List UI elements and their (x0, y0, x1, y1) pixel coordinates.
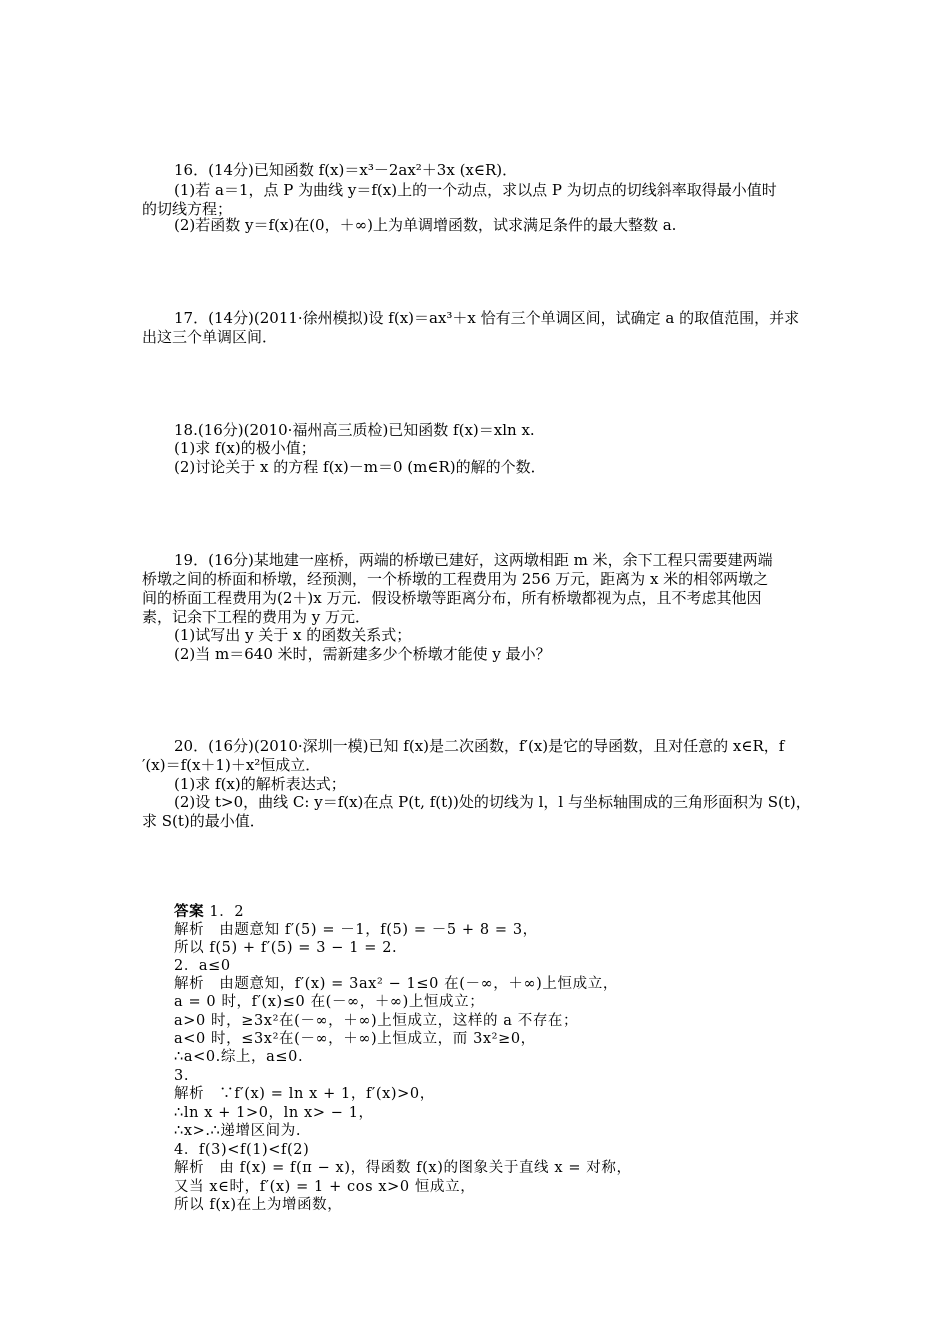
q17-line-2: 出这三个单调区间． (142, 328, 278, 346)
answer-line-5: 解析 由题意知，f′(x) = 3ax² − 1≤0 在(－∞，＋∞)上恒成立， (174, 976, 618, 992)
q16-line-4: (2)若函数 y＝f(x)在(0，＋∞)上为单调增函数，试求满足条件的最大整数 a. (174, 216, 677, 234)
q16-line-2: (1)若 a＝1，点 P 为曲线 y＝f(x)上的一个动点，求以点 P 为切点的切线斜率取得最小值时 (174, 181, 777, 199)
q16-line-1: 16．(14分)已知函数 f(x)＝x³－2ax²＋3x (x∈R)． (174, 161, 518, 179)
answer-line-4: 2．a≤0 (174, 958, 231, 974)
q17-line-1: 17．(14分)(2011·徐州模拟)设 f(x)＝ax³＋x 恰有三个单调区间，试确定 a 的取值范围，并求 (174, 309, 800, 327)
answer-line-17: 所以 f(x)在上为增函数， (174, 1197, 343, 1213)
answer-line-3: 所以 f(5) + f′(5) = 3 − 1 = 2. (174, 940, 398, 956)
answer-line-9: ∴a<0.综上，a≤0. (174, 1049, 304, 1065)
q19-line-5: (1)试写出 y 关于 x 的函数关系式； (174, 626, 412, 644)
answer-line-10: 3. (174, 1068, 190, 1084)
answer-label: 答案 (174, 903, 205, 920)
answer-line-1 (174, 903, 244, 921)
q18-line-3: (2)讨论关于 x 的方程 f(x)－m＝0 (m∈R)的解的个数． (174, 458, 546, 476)
answer-line-15: 解析 由 f(x) = f(π − x)，得函数 f(x)的图象关于直线 x = 对称， (174, 1160, 632, 1176)
answer-line-16: 又当 x∈时，f′(x) = 1 + cos x>0 恒成立， (174, 1179, 476, 1195)
q20-line-4: (2)设 t>0，曲线 C: y＝f(x)在点 P(t, f(t))处的切线为 l，l 与坐标轴围成的三角形面积为 S(t)， (174, 793, 811, 811)
q19-line-6: (2)当 m＝640 米时，需新建多少个桥墩才能使 y 最小？ (174, 645, 551, 663)
q19-line-1: 19．(16分)某地建一座桥，两端的桥墩已建好，这两墩相距 m 米，余下工程只需要建两端 (174, 551, 773, 569)
q19-line-3: 间的桥面工程费用为(2＋)x 万元．假设桥墩等距离分布，所有桥墩都视为点，且不考虑其他因 (142, 589, 762, 607)
answer-line-2: 解析 由题意知 f′(5) = －1，f(5) = －5 + 8 = 3， (174, 922, 538, 938)
answer-line-14: 4．f(3)<f(1)<f(2) (174, 1142, 310, 1158)
answer-line-7: a>0 时，≥3x²在(－∞，＋∞)上恒成立，这样的 a 不存在； (174, 1013, 579, 1029)
q18-line-2: (1)求 f(x)的极小值； (174, 439, 316, 457)
q16-line-3: 的切线方程； (142, 200, 233, 218)
q20-line-2: ′(x)＝f(x＋1)＋x²恒成立． (142, 756, 321, 774)
answer-line-13: ∴x>.∴递增区间为. (174, 1123, 302, 1139)
q20-line-3: (1)求 f(x)的解析表达式； (174, 775, 346, 793)
answer-line-12: ∴ln x + 1>0，ln x> − 1， (174, 1105, 374, 1121)
q20-line-1: 20．(16分)(2010·深圳一模)已知 f(x)是二次函数，f′(x)是它的导函数，且对任意的 x∈R，f (174, 737, 785, 755)
answer-1-value: 1．2 (209, 904, 245, 920)
answer-line-8: a<0 时，≤3x²在(－∞，＋∞)上恒成立，而 3x²≥0， (174, 1031, 536, 1047)
q19-line-4: 素，记余下工程的费用为 y 万元． (142, 608, 371, 626)
answer-line-11: 解析 ∵f′(x) = ln x + 1，f′(x)>0， (174, 1086, 435, 1102)
q18-line-1: 18.(16分)(2010·福州高三质检)已知函数 f(x)＝xln x. (174, 421, 535, 439)
answer-line-6: a = 0 时，f′(x)≤0 在(－∞，＋∞)上恒成立； (174, 994, 485, 1010)
q20-line-5: 求 S(t)的最小值． (142, 812, 265, 830)
q19-line-2: 桥墩之间的桥面和桥墩，经预测，一个桥墩的工程费用为 256 万元，距离为 x 米的相邻两墩之 (142, 570, 769, 588)
